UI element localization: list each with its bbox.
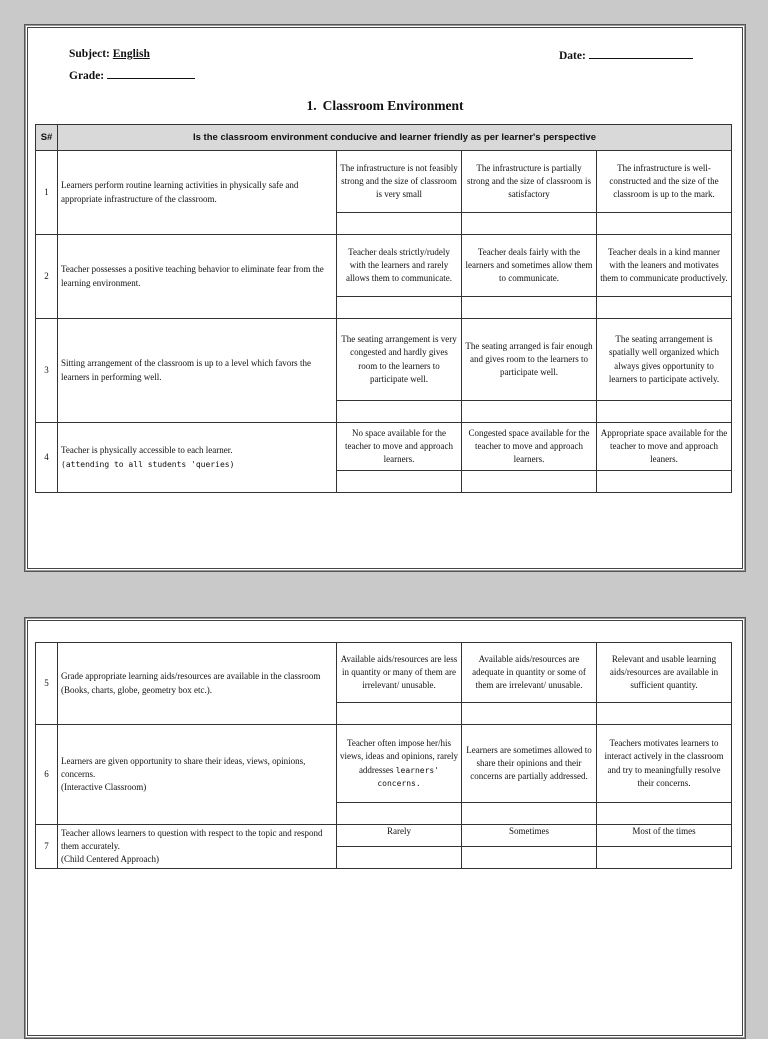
level-2-cell: Teacher deals fairly with the learners and sometimes allow them to communicate. bbox=[462, 235, 597, 297]
level-2-cell: Congested space available for the teacher to move and approach learners. bbox=[462, 423, 597, 471]
date-line bbox=[559, 48, 693, 62]
row-number: 7 bbox=[36, 825, 58, 869]
table-row bbox=[36, 423, 732, 471]
subject-line bbox=[69, 48, 150, 60]
criterion-note: (Books, charts, globe, geometry box etc.). bbox=[61, 684, 212, 695]
rating-cell[interactable] bbox=[337, 703, 462, 725]
criterion-cell: Learners perform routine learning activities in physically safe and appropriate infrastructure of the classroom. bbox=[58, 151, 337, 235]
rating-cell[interactable] bbox=[597, 471, 732, 493]
subject-label: Subject: bbox=[69, 48, 110, 60]
level-1-cell: No space available for the teacher to move and approach learners. bbox=[337, 423, 462, 471]
level-2-cell: Learners are sometimes allowed to share their opinions and their concerns are partially addressed. bbox=[462, 725, 597, 803]
criterion-cell: Teacher possesses a positive teaching behavior to eliminate fear from the learning environment. bbox=[58, 235, 337, 319]
rating-cell[interactable] bbox=[337, 803, 462, 825]
level-1-cell bbox=[337, 725, 462, 803]
level-1-cell: The seating arrangement is very congested and hardly gives room to the learners to participate well. bbox=[337, 319, 462, 401]
section-number: 1. bbox=[306, 98, 317, 113]
rubric-table-2 bbox=[35, 642, 732, 869]
date-blank bbox=[589, 48, 693, 59]
level-2-cell: Available aids/resources are adequate in quantity or some of them are irrelevant/ unusable. bbox=[462, 643, 597, 703]
rating-cell[interactable] bbox=[337, 471, 462, 493]
rating-cell[interactable] bbox=[597, 803, 732, 825]
criterion-cell bbox=[58, 825, 337, 869]
rating-cell[interactable] bbox=[462, 703, 597, 725]
criterion-cell bbox=[58, 725, 337, 825]
grade-label: Grade: bbox=[69, 70, 105, 82]
row-number: 4 bbox=[36, 423, 58, 493]
rating-cell[interactable] bbox=[462, 471, 597, 493]
criterion-cell bbox=[58, 423, 337, 493]
level-2-cell: The infrastructure is partially strong and the size of classroom is satisfactory bbox=[462, 151, 597, 213]
level-1-cell: The infrastructure is not feasibly strong and the size of classroom is very small bbox=[337, 151, 462, 213]
row-number: 6 bbox=[36, 725, 58, 825]
criterion-text: Grade appropriate learning aids/resources are available in the classroom bbox=[61, 671, 321, 682]
rubric-table-1 bbox=[35, 124, 732, 493]
rating-cell[interactable] bbox=[462, 847, 597, 869]
level-3-cell: The seating arrangement is spatially well organized which always gives opportunity to learners to participate actively. bbox=[597, 319, 732, 401]
table-row bbox=[36, 725, 732, 803]
level-3-cell: Teachers motivates learners to interact actively in the classroom and try to meaningfully resolve their concerns. bbox=[597, 725, 732, 803]
document-page-2 bbox=[24, 617, 746, 1039]
rating-cell[interactable] bbox=[337, 297, 462, 319]
row-number: 1 bbox=[36, 151, 58, 235]
section-title bbox=[25, 98, 745, 114]
document-page-1 bbox=[24, 24, 746, 572]
criterion-cell bbox=[58, 643, 337, 725]
level-1-cell: Available aids/resources are less in quantity or many of them are irrelevant/ unusable. bbox=[337, 643, 462, 703]
table-row bbox=[36, 825, 732, 847]
level-1-text: Teacher often impose her/his views, ideas and opinions, rarely addresses bbox=[340, 738, 458, 775]
rating-cell[interactable] bbox=[597, 297, 732, 319]
level-2-cell: Sometimes bbox=[462, 825, 597, 847]
criterion-text: Teacher allows learners to question with respect to the topic and respond them accurately. bbox=[61, 827, 323, 851]
grade-blank bbox=[107, 68, 195, 79]
table-row bbox=[36, 235, 732, 297]
criterion-text: Teacher is physically accessible to each learner. bbox=[61, 445, 233, 456]
subject-value: English bbox=[112, 48, 150, 60]
row-number: 3 bbox=[36, 319, 58, 423]
rating-cell[interactable] bbox=[462, 401, 597, 423]
grade-line bbox=[69, 68, 195, 82]
section-title-text: Classroom Environment bbox=[322, 98, 464, 113]
level-1-cell: Rarely bbox=[337, 825, 462, 847]
criterion-cell: Sitting arrangement of the classroom is up to a level which favors the learners in performing well. bbox=[58, 319, 337, 423]
criterion-note: (Child Centered Approach) bbox=[61, 854, 159, 865]
criterion-text: Learners are given opportunity to share their ideas, views, opinions, concerns. bbox=[61, 755, 306, 779]
criterion-note: (Interactive Classroom) bbox=[61, 782, 147, 793]
criterion-note: (attending to all students 'queries) bbox=[61, 459, 235, 469]
rating-cell[interactable] bbox=[597, 847, 732, 869]
rating-cell[interactable] bbox=[462, 297, 597, 319]
rating-cell[interactable] bbox=[462, 213, 597, 235]
level-2-cell: The seating arranged is fair enough and gives room to the learners to participate well. bbox=[462, 319, 597, 401]
level-3-cell: Teacher deals in a kind manner with the leaners and motivates them to communicate productively. bbox=[597, 235, 732, 297]
level-1-note: learners' concerns. bbox=[377, 765, 440, 788]
level-1-cell: Teacher deals strictly/rudely with the learners and rarely allows them to communicate. bbox=[337, 235, 462, 297]
date-label: Date: bbox=[559, 50, 586, 62]
level-3-cell: The infrastructure is well-constructed and the size of the classroom is up to the mark. bbox=[597, 151, 732, 213]
rating-cell[interactable] bbox=[597, 703, 732, 725]
rating-cell[interactable] bbox=[462, 803, 597, 825]
rating-cell[interactable] bbox=[337, 847, 462, 869]
level-3-cell: Most of the times bbox=[597, 825, 732, 847]
sn-header: S# bbox=[36, 125, 58, 151]
rating-cell[interactable] bbox=[597, 213, 732, 235]
table-header-row bbox=[36, 125, 732, 151]
table-row bbox=[36, 151, 732, 213]
rating-cell[interactable] bbox=[337, 401, 462, 423]
level-3-cell: Appropriate space available for the teacher to move and approach leaners. bbox=[597, 423, 732, 471]
table-row bbox=[36, 319, 732, 401]
question-header: Is the classroom environment conducive and learner friendly as per learner's perspective bbox=[58, 125, 732, 151]
row-number: 5 bbox=[36, 643, 58, 725]
table-row bbox=[36, 643, 732, 703]
row-number: 2 bbox=[36, 235, 58, 319]
level-3-cell: Relevant and usable learning aids/resources are available in sufficient quantity. bbox=[597, 643, 732, 703]
rating-cell[interactable] bbox=[597, 401, 732, 423]
rating-cell[interactable] bbox=[337, 213, 462, 235]
